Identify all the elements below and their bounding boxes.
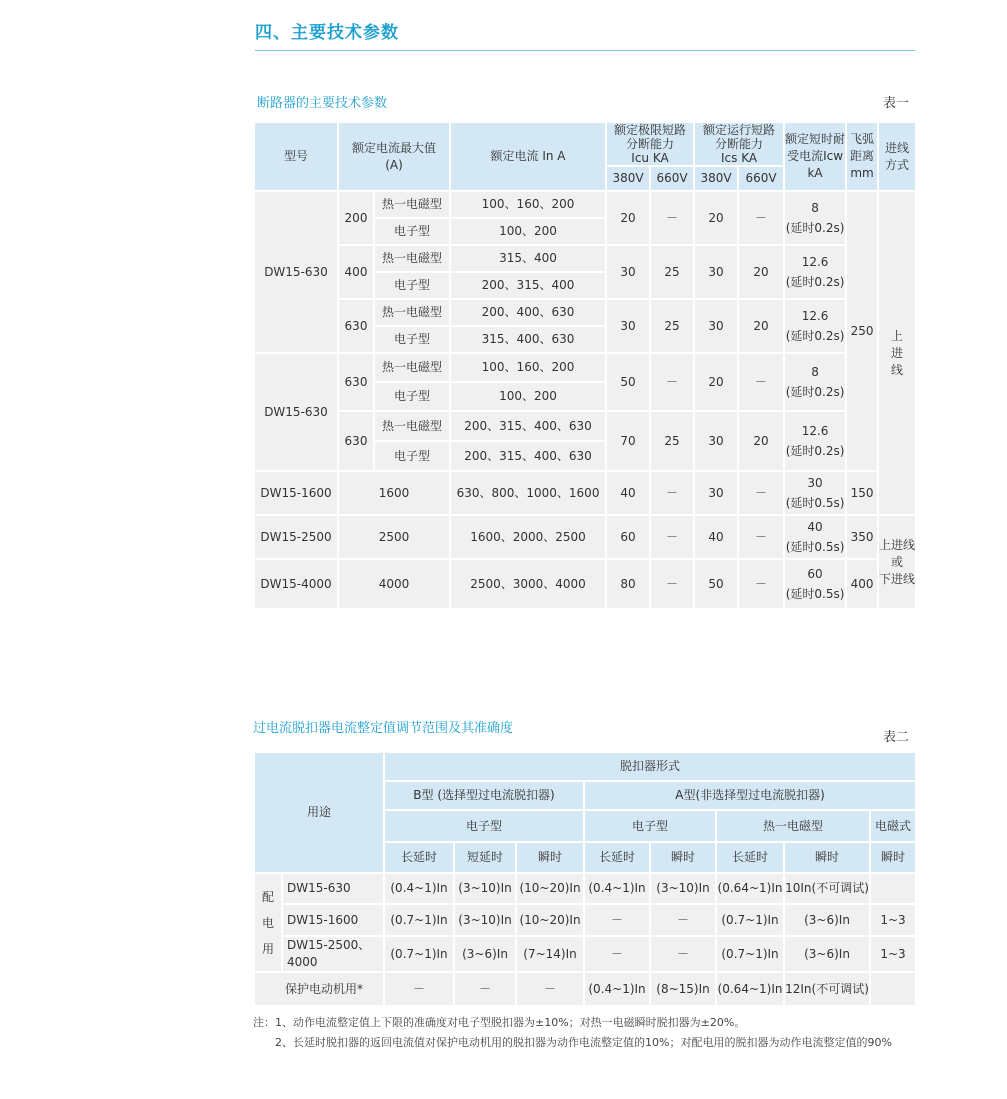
ics-380-cell: 40 bbox=[694, 515, 738, 559]
row-name: DW15-630 bbox=[282, 873, 384, 904]
arc-distance-cell: 150 bbox=[846, 471, 878, 515]
rated-current-cell: 100、200 bbox=[450, 218, 606, 245]
icw-cell: 60 (延时0.5s) bbox=[784, 559, 846, 609]
value-cell: (0.4~1)In bbox=[584, 873, 650, 904]
rated-current-cell: 200、315、400、630 bbox=[450, 411, 606, 441]
value-cell: － bbox=[516, 972, 584, 1006]
value-cell: (0.7~1)In bbox=[716, 904, 784, 936]
icu-660-cell: － bbox=[650, 353, 694, 411]
icw-cell: 8 (延时0.2s) bbox=[784, 353, 846, 411]
table1-number: 表一 bbox=[883, 96, 910, 111]
header-icu-380v: 380V bbox=[606, 166, 650, 191]
icu-380-cell: 20 bbox=[606, 191, 650, 245]
value-cell: (0.64~1)In bbox=[716, 972, 784, 1006]
value-cell: (0.4~1)In bbox=[584, 972, 650, 1006]
icw-cell: 8 (延时0.2s) bbox=[784, 191, 846, 245]
header-instant: 瞬时 bbox=[516, 842, 584, 873]
icu-660-cell: － bbox=[650, 471, 694, 515]
icu-380-cell: 30 bbox=[606, 245, 650, 299]
ics-660-cell: 20 bbox=[738, 411, 784, 471]
max-current-cell: 2500 bbox=[338, 515, 450, 559]
max-current-cell: 1600 bbox=[338, 471, 450, 515]
ics-380-cell: 20 bbox=[694, 191, 738, 245]
value-cell: － bbox=[584, 936, 650, 972]
header-usage: 用途 bbox=[254, 752, 384, 873]
value-cell bbox=[870, 873, 916, 904]
ics-660-cell: － bbox=[738, 515, 784, 559]
icu-380-cell: 30 bbox=[606, 299, 650, 353]
header-ics-660v: 660V bbox=[738, 166, 784, 191]
max-current-cell: 630 bbox=[338, 299, 374, 353]
rated-current-cell: 100、160、200 bbox=[450, 191, 606, 218]
type-cell: 热一电磁型 bbox=[374, 191, 450, 218]
icu-380-cell: 60 bbox=[606, 515, 650, 559]
ics-380-cell: 30 bbox=[694, 245, 738, 299]
max-current-cell: 630 bbox=[338, 411, 374, 471]
max-current-cell: 4000 bbox=[338, 559, 450, 609]
header-icu-660v: 660V bbox=[650, 166, 694, 191]
value-cell bbox=[870, 972, 916, 1006]
ics-380-cell: 30 bbox=[694, 471, 738, 515]
arc-distance-cell: 250 bbox=[846, 191, 878, 471]
type-cell: 电子型 bbox=[374, 326, 450, 353]
header-instant: 瞬时 bbox=[870, 842, 916, 873]
icu-380-cell: 80 bbox=[606, 559, 650, 609]
table-row bbox=[254, 873, 916, 904]
rated-current-cell: 200、315、400、630 bbox=[450, 441, 606, 471]
ics-380-cell: 50 bbox=[694, 559, 738, 609]
value-cell: (7~14)In bbox=[516, 936, 584, 972]
type-cell: 热一电磁型 bbox=[374, 353, 450, 382]
rated-current-cell: 2500、3000、4000 bbox=[450, 559, 606, 609]
table-trip-settings bbox=[253, 751, 917, 1007]
value-cell: 1~3 bbox=[870, 936, 916, 972]
icu-660-cell: 25 bbox=[650, 245, 694, 299]
table-breaker-parameters bbox=[253, 121, 917, 610]
rated-current-cell: 630、800、1000、1600 bbox=[450, 471, 606, 515]
ics-660-cell: － bbox=[738, 559, 784, 609]
header-thermal: 热一电磁型 bbox=[716, 810, 870, 842]
icu-660-cell: 25 bbox=[650, 299, 694, 353]
ics-660-cell: － bbox=[738, 471, 784, 515]
rated-current-cell: 200、400、630 bbox=[450, 299, 606, 326]
header-long-delay: 长延时 bbox=[384, 842, 454, 873]
header-icw: 额定短时耐 受电流Icw kA bbox=[784, 122, 846, 191]
type-cell: 电子型 bbox=[374, 218, 450, 245]
icu-380-cell: 40 bbox=[606, 471, 650, 515]
ics-380-cell: 20 bbox=[694, 353, 738, 411]
header-long-delay: 长延时 bbox=[716, 842, 784, 873]
rated-current-cell: 1600、2000、2500 bbox=[450, 515, 606, 559]
section-divider bbox=[255, 50, 915, 51]
model-cell: DW15-630 bbox=[254, 191, 338, 353]
ics-660-cell: 20 bbox=[738, 299, 784, 353]
value-cell: (3~10)In bbox=[650, 873, 716, 904]
value-cell: (0.7~1)In bbox=[716, 936, 784, 972]
header-b-type: B型 (选择型过电流脱扣器) bbox=[384, 781, 584, 810]
header-long-delay: 长延时 bbox=[584, 842, 650, 873]
note-2: 2、长延时脱扣器的返回电流值对保护电动机用的脱扣器为动作电流整定值的10%；对配电用的脱扣器为动作电流整定值的90% bbox=[275, 1036, 892, 1049]
header-arc-distance: 飞弧 距离 mm bbox=[846, 122, 878, 191]
distribution-label: 配 电 用 bbox=[254, 873, 282, 972]
icu-660-cell: 25 bbox=[650, 411, 694, 471]
max-current-cell: 400 bbox=[338, 245, 374, 299]
value-cell: － bbox=[384, 972, 454, 1006]
value-cell: (3~10)In bbox=[454, 873, 516, 904]
type-cell: 电子型 bbox=[374, 382, 450, 411]
inlet-cell: 上进线 或 下进线 bbox=[878, 515, 916, 609]
table2-number: 表二 bbox=[883, 730, 910, 745]
value-cell: － bbox=[650, 904, 716, 936]
model-cell: DW15-4000 bbox=[254, 559, 338, 609]
header-max-current: 额定电流最大值 (A) bbox=[338, 122, 450, 191]
row-name: DW15-1600 bbox=[282, 904, 384, 936]
value-cell: (0.64~1)In bbox=[716, 873, 784, 904]
arc-distance-cell: 350 bbox=[846, 515, 878, 559]
value-cell: 12In(不可调试) bbox=[784, 972, 870, 1006]
max-current-cell: 630 bbox=[338, 353, 374, 411]
value-cell: (0.7~1)In bbox=[384, 904, 454, 936]
value-cell: (10~20)In bbox=[516, 904, 584, 936]
icu-380-cell: 70 bbox=[606, 411, 650, 471]
icw-cell: 30 (延时0.5s) bbox=[784, 471, 846, 515]
value-cell: (8~15)In bbox=[650, 972, 716, 1006]
icu-660-cell: － bbox=[650, 559, 694, 609]
table1-caption: 断路器的主要技术参数 bbox=[257, 96, 388, 111]
rated-current-cell: 100、160、200 bbox=[450, 353, 606, 382]
value-cell: － bbox=[650, 936, 716, 972]
rated-current-cell: 315、400 bbox=[450, 245, 606, 272]
header-ics-380v: 380V bbox=[694, 166, 738, 191]
value-cell: (3~6)In bbox=[784, 936, 870, 972]
value-cell: (0.4~1)In bbox=[384, 873, 454, 904]
value-cell: － bbox=[454, 972, 516, 1006]
ics-660-cell: 20 bbox=[738, 245, 784, 299]
type-cell: 热一电磁型 bbox=[374, 299, 450, 326]
value-cell: 1~3 bbox=[870, 904, 916, 936]
model-cell: DW15-630 bbox=[254, 353, 338, 471]
header-rated-current: 额定电流 In A bbox=[450, 122, 606, 191]
icu-380-cell: 50 bbox=[606, 353, 650, 411]
row-name: DW15-2500、4000 bbox=[282, 936, 384, 972]
header-short-delay: 短延时 bbox=[454, 842, 516, 873]
model-cell: DW15-2500 bbox=[254, 515, 338, 559]
header-ics: 额定运行短路 分断能力 Ics KA bbox=[694, 122, 784, 166]
ics-380-cell: 30 bbox=[694, 299, 738, 353]
table2-caption: 过电流脱扣器电流整定值调节范围及其准确度 bbox=[253, 721, 514, 736]
header-instant: 瞬时 bbox=[784, 842, 870, 873]
table-row bbox=[254, 936, 916, 972]
value-cell: － bbox=[584, 904, 650, 936]
rated-current-cell: 315、400、630 bbox=[450, 326, 606, 353]
section-title: 四、主要技术参数 bbox=[255, 23, 399, 43]
ics-660-cell: － bbox=[738, 353, 784, 411]
header-instant: 瞬时 bbox=[650, 842, 716, 873]
header-electronic-b: 电子型 bbox=[384, 810, 584, 842]
icu-660-cell: － bbox=[650, 515, 694, 559]
row-name: 保护电动机用* bbox=[254, 972, 384, 1006]
icu-660-cell: － bbox=[650, 191, 694, 245]
ics-660-cell: － bbox=[738, 191, 784, 245]
notes bbox=[253, 1013, 892, 1053]
icw-cell: 40 (延时0.5s) bbox=[784, 515, 846, 559]
type-cell: 电子型 bbox=[374, 272, 450, 299]
model-cell: DW15-1600 bbox=[254, 471, 338, 515]
value-cell: 10In(不可调试) bbox=[784, 873, 870, 904]
type-cell: 热一电磁型 bbox=[374, 411, 450, 441]
rated-current-cell: 100、200 bbox=[450, 382, 606, 411]
table-row bbox=[254, 972, 916, 1006]
value-cell: (10~20)In bbox=[516, 873, 584, 904]
header-inlet: 进线 方式 bbox=[878, 122, 916, 191]
icw-cell: 12.6 (延时0.2s) bbox=[784, 299, 846, 353]
header-release-form: 脱扣器形式 bbox=[384, 752, 916, 781]
table-row bbox=[254, 904, 916, 936]
header-electromagnetic: 电磁式 bbox=[870, 810, 916, 842]
header-icu: 额定极限短路 分断能力 Icu KA bbox=[606, 122, 694, 166]
ics-380-cell: 30 bbox=[694, 411, 738, 471]
icw-cell: 12.6 (延时0.2s) bbox=[784, 411, 846, 471]
value-cell: (3~10)In bbox=[454, 904, 516, 936]
header-model: 型号 bbox=[254, 122, 338, 191]
value-cell: (3~6)In bbox=[454, 936, 516, 972]
header-a-type: A型(非选择型过电流脱扣器) bbox=[584, 781, 916, 810]
header-electronic-a: 电子型 bbox=[584, 810, 716, 842]
arc-distance-cell: 400 bbox=[846, 559, 878, 609]
icw-cell: 12.6 (延时0.2s) bbox=[784, 245, 846, 299]
type-cell: 电子型 bbox=[374, 441, 450, 471]
value-cell: (0.7~1)In bbox=[384, 936, 454, 972]
value-cell: (3~6)In bbox=[784, 904, 870, 936]
max-current-cell: 200 bbox=[338, 191, 374, 245]
note-1: 注：1、动作电流整定值上下限的准确度对电子型脱扣器为±10%；对热一电磁瞬时脱扣器为±20%。 bbox=[253, 1016, 746, 1029]
inlet-cell: 上 进 线 bbox=[878, 191, 916, 515]
type-cell: 热一电磁型 bbox=[374, 245, 450, 272]
rated-current-cell: 200、315、400 bbox=[450, 272, 606, 299]
